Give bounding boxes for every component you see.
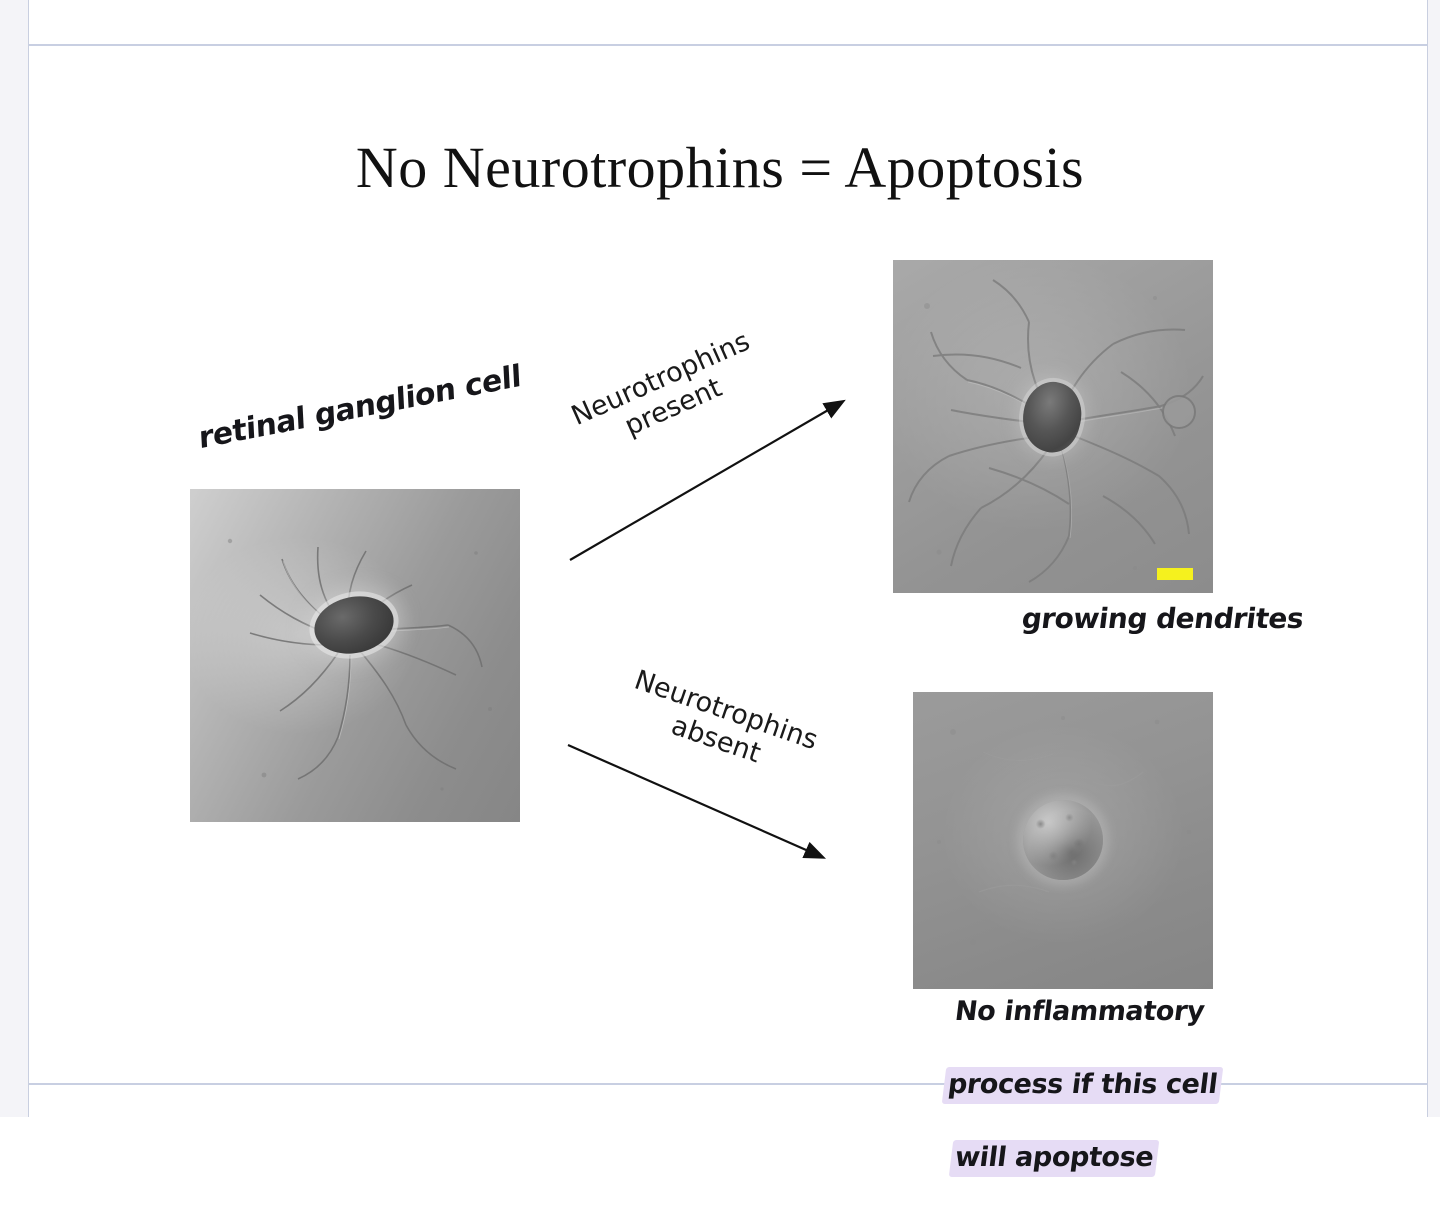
arrow-label-present: Neurotrophins present <box>566 325 755 443</box>
page-title: No Neurotrophins = Apoptosis <box>355 135 1085 200</box>
annotation-no-inflammatory-process <box>928 958 1236 1213</box>
page-top-divider <box>29 44 1427 46</box>
annotation-line-3: will apoptose <box>949 1140 1160 1176</box>
annotation-line-1: No inflammatory <box>953 996 1207 1028</box>
micrograph-neurotrophins-absent <box>913 692 1213 989</box>
micrograph-neurotrophins-present <box>893 260 1213 593</box>
scale-bar <box>1157 568 1193 580</box>
apoptotic-blebs <box>1023 800 1103 880</box>
neurite-traces-parent <box>190 489 520 822</box>
arrow-label-absent: Neurotrophins absent <box>630 664 822 770</box>
micrograph-retinal-ganglion-cell <box>190 489 520 822</box>
annotation-line-2: process if this cell <box>942 1067 1224 1103</box>
annotation-retinal-ganglion-cell: retinal ganglion cell <box>198 358 522 457</box>
annotation-growing-dendrites: growing dendrites <box>1019 602 1306 635</box>
